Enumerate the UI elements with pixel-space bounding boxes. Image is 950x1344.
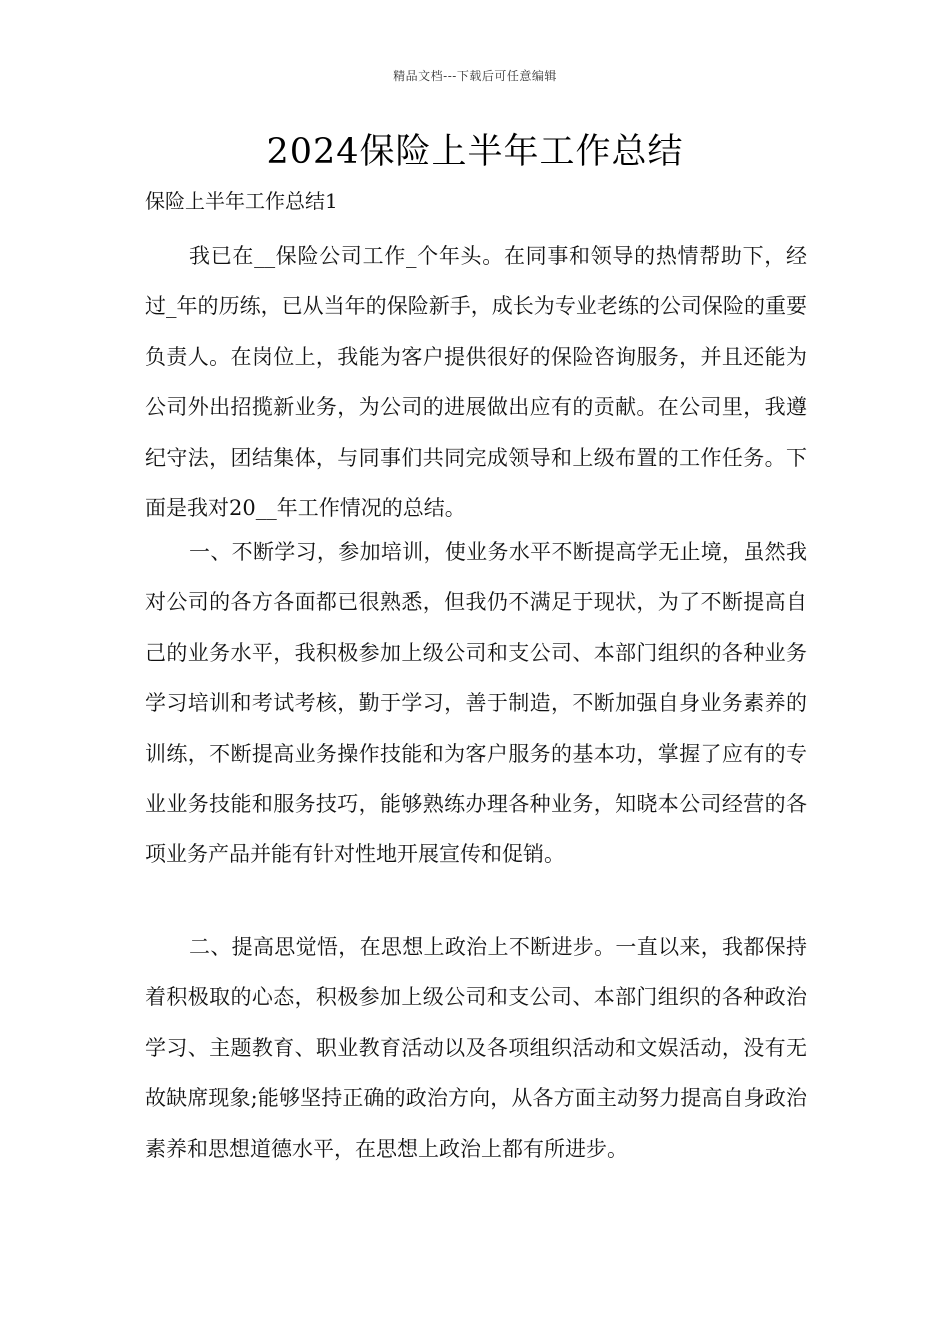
paragraph-intro: 我已在__保险公司工作_个年头。在同事和领导的热情帮助下，经过_年的历练，已从当年的保险新手，成长为专业老练的公司保险的重要负责人。在岗位上，我能为客户提供很好的保险咨询服务，并且还能为公司外出招揽新业务，为公司的进展做出应有的贡献。在公司里，我遵纪守法，团结集体，与同事们共同完成领导和上级布置的工作任务。下面是我对20__年工作情况的总结。	[145, 244, 807, 521]
header-note: 精品文档---下载后可任意编辑	[393, 69, 557, 83]
paragraph-learning: 一、不断学习，参加培训，使业务水平不断提高学无止境，虽然我对公司的各方各面都已很熟悉，但我仍不满足于现状，为了不断提高自己的业务水平，我积极参加上级公司和支公司、本部门组织的各种业务学习培训和考试考核，勤于学习，善于制造，不断加强自身业务素养的训练，不断提高业务操作技能和为客户服务的基本功，掌握了应有的专业业务技能和服务技巧，能够熟练办理各种业务，知晓本公司经营的各项业务产品并能有针对性地开展宣传和促销。	[145, 540, 807, 867]
paragraph-political: 二、提高思觉悟，在思想上政治上不断进步。一直以来，我都保持着积极取的心态，积极参加上级公司和支公司、本部门组织的各种政治学习、主题教育、职业教育活动以及各项组织活动和文娱活动，没有无故缺席现象;能够坚持正确的政治方向，从各方面主动努力提高自身政治素养和思想道德水平，在思想上政治上都有所进步。	[145, 935, 807, 1161]
section-subtitle: 保险上半年工作总结1	[145, 189, 338, 213]
document-title: 2024保险上半年工作总结	[266, 132, 684, 172]
